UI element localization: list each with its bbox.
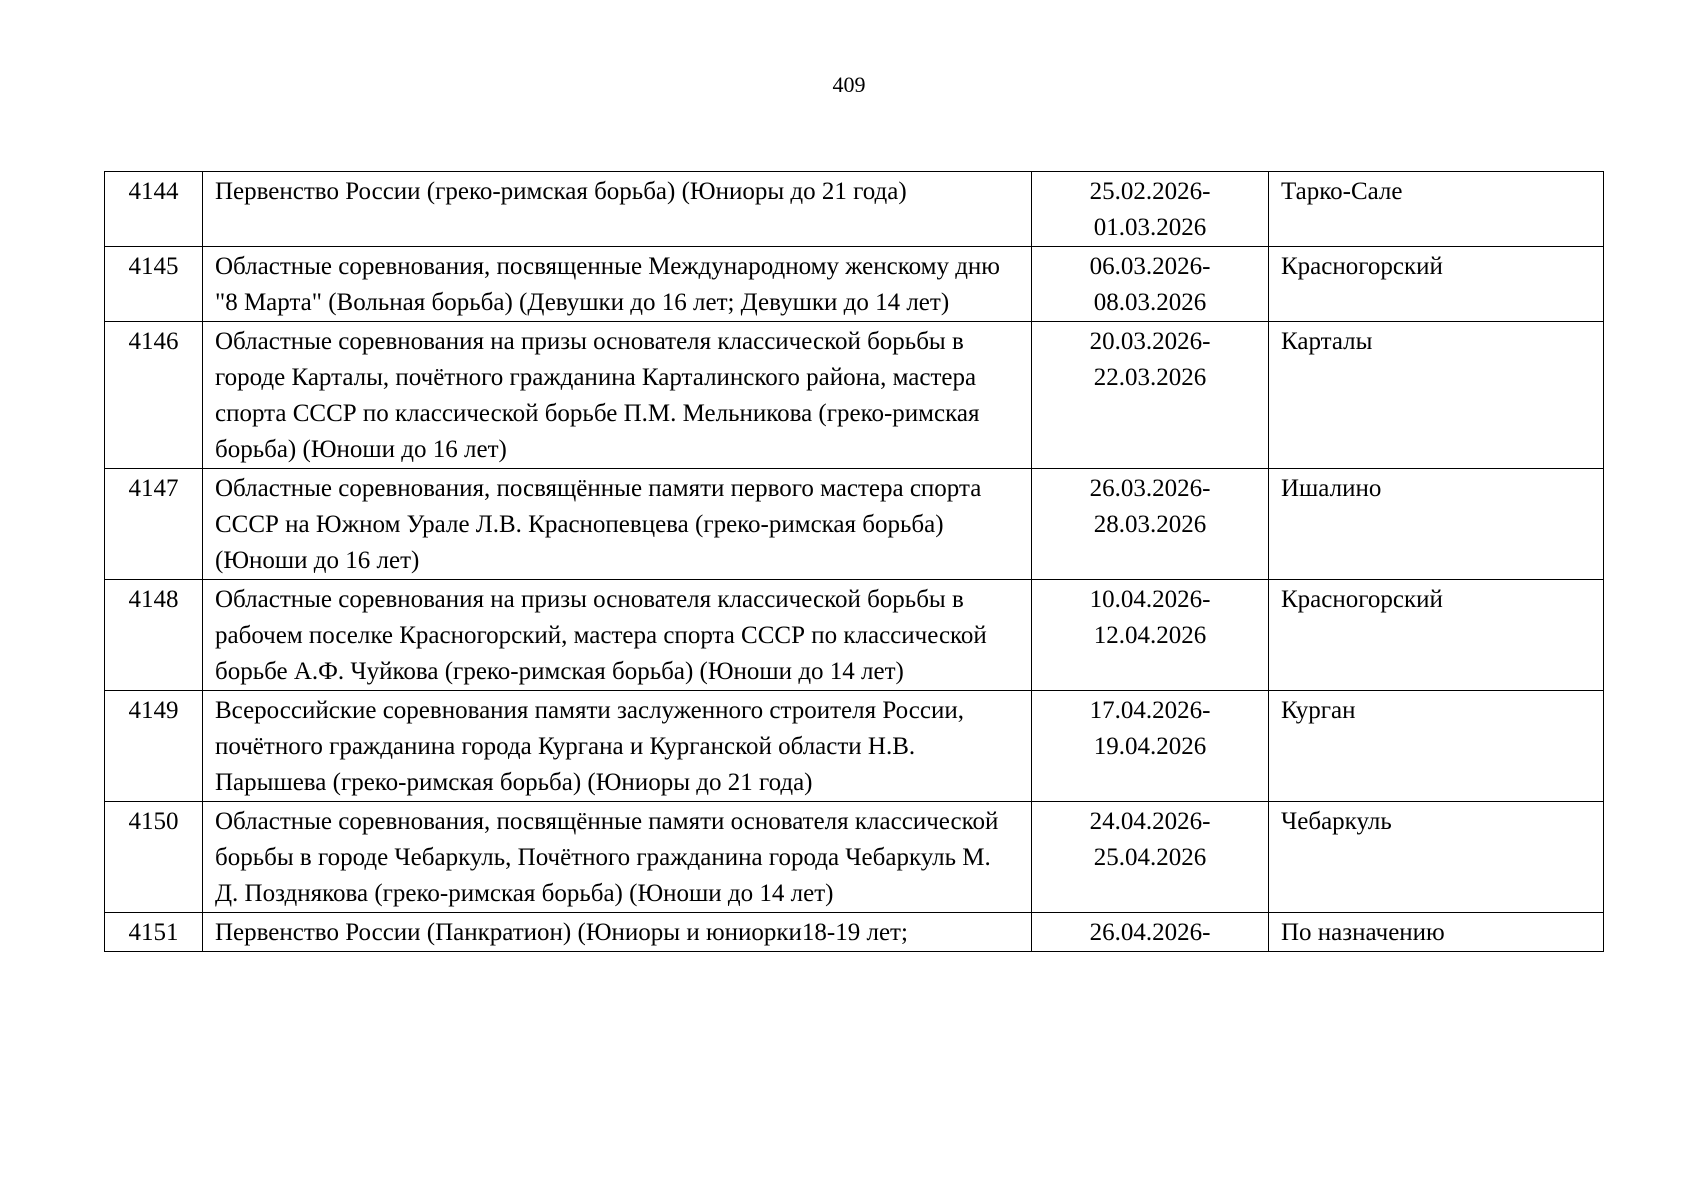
date-from: 06.03.2026- [1089, 253, 1211, 280]
date-to: 01.03.2026 [1093, 214, 1207, 241]
event-dates [1032, 580, 1269, 691]
row-number: 4149 [105, 691, 203, 802]
row-number: 4146 [105, 322, 203, 469]
event-place: Карталы [1269, 322, 1604, 469]
table-row [105, 247, 1604, 322]
event-place: Курган [1269, 691, 1604, 802]
event-name: Областные соревнования, посвящённые памяти основателя классической борьбы в городе Чебаркуль, Почётного гражданина города Чебаркуль М. Д. Позднякова (греко-римская борьба) (Юноши до 14 лет) [203, 802, 1032, 913]
date-to: 12.04.2026 [1093, 622, 1207, 649]
event-place: Красногорский [1269, 247, 1604, 322]
event-place: Красногорский [1269, 580, 1604, 691]
date-from: 26.03.2026- [1089, 475, 1211, 502]
row-number: 4147 [105, 469, 203, 580]
table-row [105, 802, 1604, 913]
event-place: Чебаркуль [1269, 802, 1604, 913]
event-name: Областные соревнования, посвященные Международному женскому дню "8 Марта" (Вольная борьба) (Девушки до 16 лет; Девушки до 14 лет) [203, 247, 1032, 322]
row-number: 4151 [105, 913, 203, 952]
table-row [105, 913, 1604, 952]
row-number: 4144 [105, 172, 203, 247]
row-number: 4145 [105, 247, 203, 322]
table-row [105, 469, 1604, 580]
event-dates [1032, 247, 1269, 322]
date-from: 25.02.2026- [1089, 178, 1211, 205]
event-dates [1032, 172, 1269, 247]
row-number: 4150 [105, 802, 203, 913]
date-to: 28.03.2026 [1093, 511, 1207, 538]
event-dates [1032, 802, 1269, 913]
event-dates [1032, 469, 1269, 580]
event-name: Всероссийские соревнования памяти заслуженного строителя России, почётного гражданина города Кургана и Курганской области Н.В. Парышева (греко-римская борьба) (Юниоры до 21 года) [203, 691, 1032, 802]
table-row [105, 580, 1604, 691]
event-place: Ишалино [1269, 469, 1604, 580]
event-name: Первенство России (Панкратион) (Юниоры и юниорки18-19 лет; [203, 913, 1032, 952]
date-to: 08.03.2026 [1093, 289, 1207, 316]
event-place: Тарко-Сале [1269, 172, 1604, 247]
table-row [105, 322, 1604, 469]
date-from: 26.04.2026- [1089, 919, 1211, 946]
event-name: Областные соревнования на призы основателя классической борьбы в городе Карталы, почётного гражданина Карталинского района, мастера спорта СССР по классической борьбе П.М. Мельникова (греко-римская борьба) (Юноши до 16 лет) [203, 322, 1032, 469]
event-name: Первенство России (греко-римская борьба) (Юниоры до 21 года) [203, 172, 1032, 247]
date-to: 19.04.2026 [1093, 733, 1207, 760]
date-from: 17.04.2026- [1089, 697, 1211, 724]
date-from: 10.04.2026- [1089, 586, 1211, 613]
date-from: 20.03.2026- [1089, 328, 1211, 355]
event-name: Областные соревнования на призы основателя классической борьбы в рабочем поселке Красногорский, мастера спорта СССР по классической борьбе А.Ф. Чуйкова (греко-римская борьба) (Юноши до 14 лет) [203, 580, 1032, 691]
event-dates [1032, 913, 1269, 952]
date-to: 25.04.2026 [1093, 844, 1207, 871]
table-row [105, 172, 1604, 247]
event-dates [1032, 322, 1269, 469]
event-place: По назначению [1269, 913, 1604, 952]
table-row [105, 691, 1604, 802]
events-table [104, 171, 1604, 952]
date-from: 24.04.2026- [1089, 808, 1211, 835]
event-name: Областные соревнования, посвящённые памяти первого мастера спорта СССР на Южном Урале Л.В. Краснопевцева (греко-римская борьба) (Юноши до 16 лет) [203, 469, 1032, 580]
page-number: 409 [832, 72, 866, 97]
row-number: 4148 [105, 580, 203, 691]
event-dates [1032, 691, 1269, 802]
date-to: 22.03.2026 [1093, 364, 1207, 391]
